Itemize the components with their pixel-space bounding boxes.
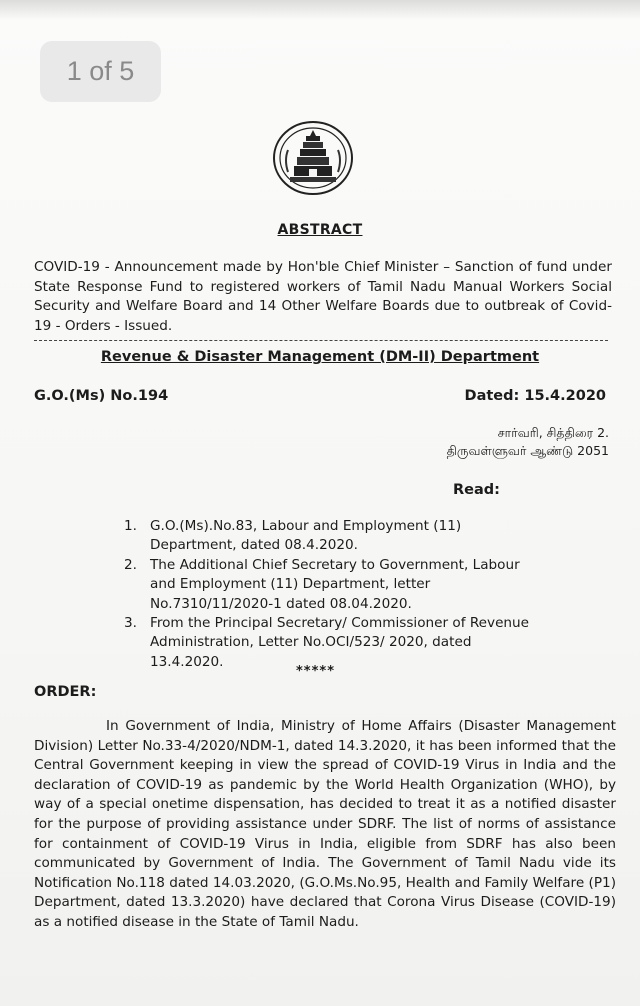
- tamil-date: [447, 424, 609, 460]
- reference-item: [124, 556, 544, 614]
- page-counter: 1 of 5: [40, 41, 161, 102]
- reference-number: 3.: [124, 615, 137, 632]
- separator-stars: *****: [296, 664, 335, 679]
- reference-text: From the Principal Secretary/ Commissioner of Revenue Administration, Letter No.OCI/523/ 2020, dated 13.4.2020.: [150, 615, 530, 670]
- reference-item: [124, 517, 544, 556]
- order-text: In Government of India, Ministry of Home Affairs (Disaster Management Division) Letter No.33-4/2020/NDM-1, dated 14.3.2020, it has been informed that the Central Government keeping in view the spread of COVID-19 Virus in India and the declaration of COVID-19 as pandemic by the World Health Organization (WHO), by way of a special onetime dispensation, has decided to treat it as a notified disaster for the purpose of providing assistance under SDRF. The list of norms of assistance for containment of COVID-19 Virus in India, eligible from SDRF has also been communicated by Government of India. The Government of Tamil Nadu vide its Notification No.118 dated 14.03.2020, (G.O.Ms.No.95, Health and Family Welfare (P1) Department, dated 13.3.2020) have declared that Corona Virus Disease (COVID-19) as a notified disease in the State of Tamil Nadu.: [34, 718, 616, 930]
- go-number: G.O.(Ms) No.194: [34, 388, 169, 404]
- department-heading: Revenue & Disaster Management (DM-II) Department: [100, 349, 540, 365]
- reference-text: The Additional Chief Secretary to Government, Labour and Employment (11) Department, letter No.7310/11/2020-1 dated 08.04.2020.: [150, 556, 520, 612]
- read-heading: Read:: [453, 482, 500, 498]
- dashed-divider: [34, 340, 608, 341]
- abstract-text: COVID-19 - Announcement made by Hon'ble Chief Minister – Sanction of fund under State Response Fund to registered workers of Tamil Nadu Manual Workers Social Security and Welfare Board and 14 Other Welfare Boards due to outbreak of Covid-19 - Orders - Issued.: [34, 259, 612, 334]
- tamil-nadu-gopuram-emblem-icon: [272, 120, 354, 196]
- page-top-edge: [0, 0, 640, 20]
- order-heading: ORDER:: [34, 684, 97, 700]
- reference-number: 1.: [124, 518, 137, 534]
- reference-list: [124, 517, 544, 672]
- abstract-heading: ABSTRACT: [277, 222, 363, 238]
- tamil-date-line-1: சார்வரி, சித்திரை 2.: [497, 425, 609, 440]
- reference-text: G.O.(Ms).No.83, Labour and Employment (11) Department, dated 08.4.2020.: [150, 518, 462, 554]
- go-date: Dated: 15.4.2020: [464, 388, 606, 404]
- tamil-date-line-2: திருவள்ளுவர் ஆண்டு 2051: [446, 443, 609, 458]
- reference-number: 2.: [124, 556, 137, 573]
